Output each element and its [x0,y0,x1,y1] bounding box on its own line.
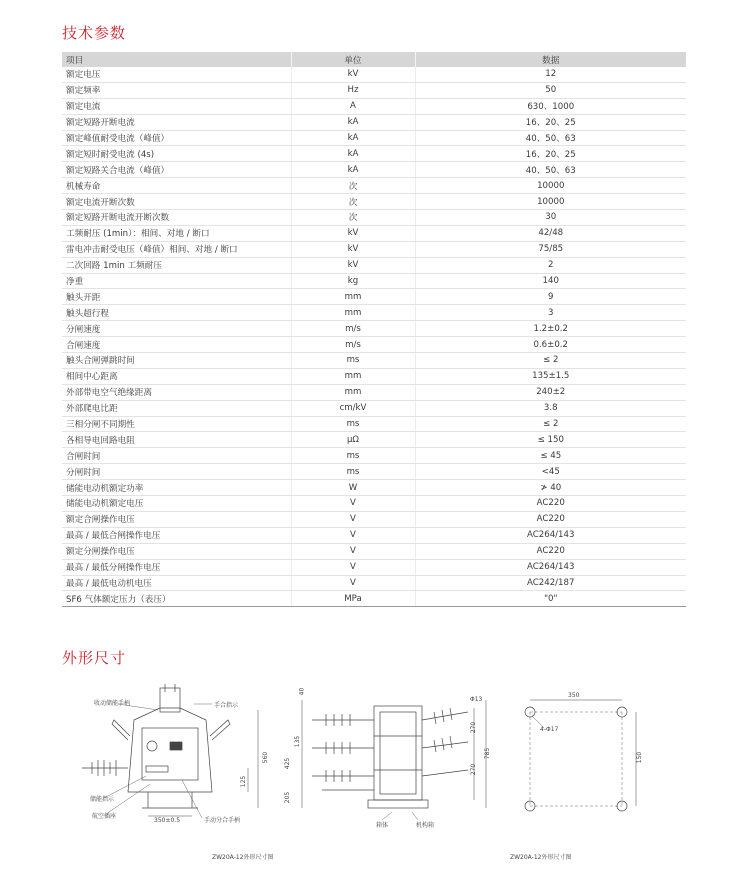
cell-item: 最高 / 最低合闸操作电压 [62,527,291,543]
cell-unit: kV [291,241,415,257]
table-row [62,559,686,575]
cell-unit: ms [291,464,415,480]
cell-value: 1.2±0.2 [415,321,686,337]
cell-unit: ms [291,448,415,464]
cell-value: 12 [415,67,686,82]
cell-value: 30 [415,210,686,226]
cell-value: 240±2 [415,384,686,400]
label-manual-open: 手动分合手柄 [204,817,241,824]
section-title-dimensions: 外形尺寸 [62,649,127,667]
cell-unit: 次 [291,210,415,226]
header-unit: 单位 [291,52,415,67]
table-row [62,400,686,416]
cell-value: 50 [415,82,686,98]
label-mechanism: 机构箱 [416,822,435,829]
section-title-tech-params: 技术参数 [62,24,127,42]
table-row [62,353,686,369]
cell-value: 42/48 [415,225,686,241]
dim-lower: 125 [240,775,248,788]
table-row [62,225,686,241]
cell-value: ≤ 150 [415,432,686,448]
table-row [62,114,686,130]
cell-unit: V [291,543,415,559]
table-row [62,337,686,353]
table-row [62,289,686,305]
label-handle: 收动储能手柄 [94,700,131,707]
cell-item: 触头开距 [62,289,291,305]
cell-unit: V [291,527,415,543]
spec-table [62,52,686,607]
cell-item: 额定短时耐受电流 (4s) [62,146,291,162]
cell-item: 工频耐压 (1min）：相间、对地 / 断口 [62,225,291,241]
header-value: 数据 [415,52,686,67]
cell-value: 40、50、63 [415,130,686,146]
table-row [62,273,686,289]
cell-item: 雷电冲击耐受电压（峰值）相间、对地 / 断口 [62,241,291,257]
cell-value: 2 [415,257,686,273]
table-row [62,178,686,194]
dim-40: 40 [298,687,306,696]
cell-value: AC220 [415,496,686,512]
table-row [62,241,686,257]
cell-item: 外部爬电比距 [62,400,291,416]
dim-height: 560 [262,751,270,764]
cell-unit: kA [291,162,415,178]
cell-unit: Hz [291,82,415,98]
table-row [62,511,686,527]
dim-phi13: Φ13 [470,696,483,703]
label-close-indicator: 手合指示 [214,702,239,709]
table-row [62,130,686,146]
cell-unit: V [291,575,415,591]
cell-unit: ms [291,353,415,369]
cell-unit: kV [291,257,415,273]
cell-value: 9 [415,289,686,305]
cell-item: 额定短路开断电流 [62,114,291,130]
cell-item: 触头超行程 [62,305,291,321]
cell-unit: cm/kV [291,400,415,416]
table-row [62,210,686,226]
table-row [62,321,686,337]
cell-item: 净重 [62,273,291,289]
cell-unit: mm [291,384,415,400]
dim-205: 205 [284,791,292,804]
dim-135: 135 [294,735,302,748]
table-row [62,146,686,162]
cell-unit: m/s [291,337,415,353]
caption-right: ZW20A-12外形尺寸图 [510,854,572,861]
cell-unit: MPa [291,591,415,607]
mounting-holes-drawing [510,690,660,820]
front-view-drawing [62,680,272,830]
cell-item: 额定电流 [62,98,291,114]
dim-width: 350±0.5 [154,817,181,824]
dim-hole: 4-Φ17 [540,726,559,733]
cell-value: AC264/143 [415,527,686,543]
cell-unit: kA [291,130,415,146]
cell-item: 最高 / 最低电动机电压 [62,575,291,591]
cell-value: 40、50、63 [415,162,686,178]
cell-item: 额定分闸操作电压 [62,543,291,559]
cell-item: 分闸时间 [62,464,291,480]
cell-item: 各相导电回路电阻 [62,432,291,448]
table-row [62,305,686,321]
label-box: 箱体 [376,822,389,829]
cell-unit: W [291,480,415,496]
spec-table-header [62,52,686,67]
cell-value: 0.6±0.2 [415,337,686,353]
cell-value: ≤ 2 [415,416,686,432]
table-row [62,194,686,210]
cell-unit: kV [291,225,415,241]
cell-unit: 次 [291,178,415,194]
cell-item: 额定短路开断电流开断次数 [62,210,291,226]
cell-unit: 次 [291,194,415,210]
cell-value: ≯ 40 [415,480,686,496]
cell-unit: m/s [291,321,415,337]
cell-value: ≤ 2 [415,353,686,369]
cell-unit: μΩ [291,432,415,448]
label-energy-indicator: 储能指示 [90,796,115,803]
cell-value: AC264/143 [415,559,686,575]
cell-unit: A [291,98,415,114]
cell-unit: mm [291,289,415,305]
cell-value: "0" [415,591,686,607]
caption-left: ZW20A-12外形尺寸图 [212,854,274,861]
table-row [62,496,686,512]
cell-value: 10000 [415,178,686,194]
table-row [62,448,686,464]
cell-value: AC220 [415,511,686,527]
cell-unit: kV [291,67,415,82]
cell-item: 储能电动机额定电压 [62,496,291,512]
cell-item: 储能电动机额定功率 [62,480,291,496]
cell-unit: kA [291,114,415,130]
cell-value: 3 [415,305,686,321]
table-row [62,416,686,432]
cell-value: AC220 [415,543,686,559]
cell-item: 最高 / 最低分闸操作电压 [62,559,291,575]
cell-item: SF6 气体额定压力（表压） [62,591,291,607]
cell-unit: V [291,496,415,512]
cell-item: 合闸时间 [62,448,291,464]
table-row [62,257,686,273]
table-row [62,82,686,98]
table-row [62,480,686,496]
cell-value: 75/85 [415,241,686,257]
table-row [62,67,686,82]
cell-item: 外部带电空气绝缘距离 [62,384,291,400]
cell-unit: mm [291,368,415,384]
dim-425: 425 [284,757,292,770]
cell-item: 额定合闸操作电压 [62,511,291,527]
cell-value: 3.8 [415,400,686,416]
dim-270b: 270 [470,763,478,776]
dim-270a: 270 [470,721,478,734]
cell-item: 额定短路关合电流（峰值） [62,162,291,178]
cell-value: 16、20、25 [415,114,686,130]
cell-value: <45 [415,464,686,480]
dim-785: 785 [484,747,492,760]
cell-unit: V [291,511,415,527]
cell-item: 三相分闸不同期性 [62,416,291,432]
label-connector: 航空插座 [92,813,117,820]
table-row [62,591,686,607]
cell-item: 相间中心距离 [62,368,291,384]
cell-unit: V [291,559,415,575]
table-row [62,432,686,448]
cell-item: 额定频率 [62,82,291,98]
table-row [62,575,686,591]
cell-item: 额定电流开断次数 [62,194,291,210]
cell-item: 额定峰值耐受电流（峰值） [62,130,291,146]
side-view-drawing [282,680,502,830]
cell-value: 140 [415,273,686,289]
table-row [62,527,686,543]
cell-item: 触头合闸弹跳时间 [62,353,291,369]
cell-unit: kg [291,273,415,289]
cell-item: 分闸速度 [62,321,291,337]
cell-value: 135±1.5 [415,368,686,384]
cell-item: 合闸速度 [62,337,291,353]
table-row [62,543,686,559]
header-item: 项目 [62,52,291,67]
table-row [62,162,686,178]
dim-350: 350 [568,692,580,699]
cell-value: 10000 [415,194,686,210]
cell-value: 16、20、25 [415,146,686,162]
table-row [62,98,686,114]
cell-item: 额定电压 [62,67,291,82]
cell-item: 二次回路 1min 工频耐压 [62,257,291,273]
cell-value: 630、1000 [415,98,686,114]
cell-unit: ms [291,416,415,432]
cell-value: ≤ 45 [415,448,686,464]
cell-item: 机械寿命 [62,178,291,194]
cell-value: AC242/187 [415,575,686,591]
cell-unit: kA [291,146,415,162]
table-row [62,464,686,480]
table-row [62,368,686,384]
cell-unit: mm [291,305,415,321]
table-row [62,384,686,400]
dim-150: 150 [636,751,644,764]
